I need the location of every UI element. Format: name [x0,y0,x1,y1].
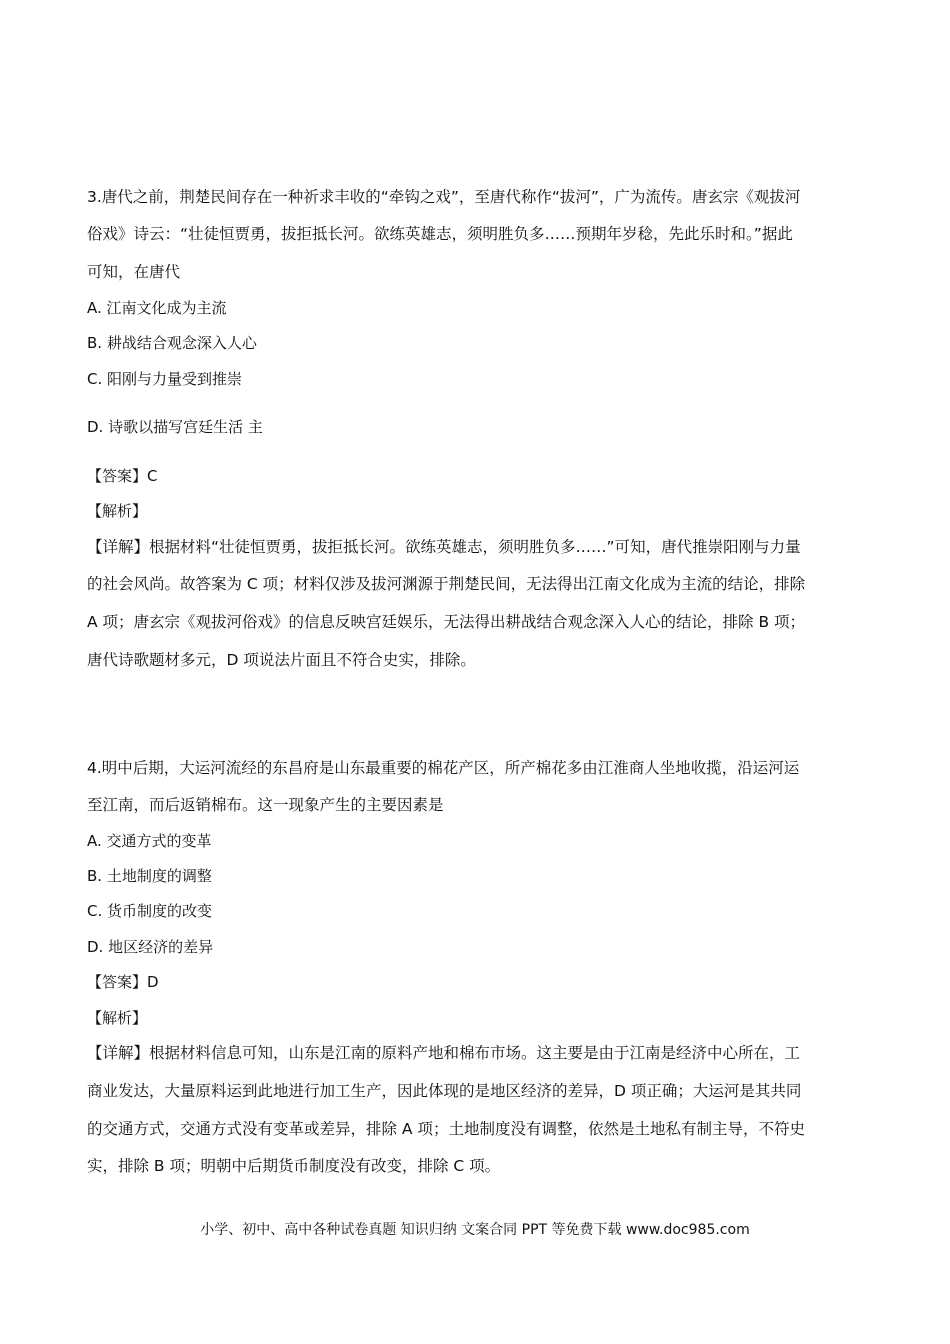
q4-option-a: A. 交通方式的变革 [87,832,212,850]
q4-option-d: D. 地区经济的差异 [87,938,214,956]
q3-detail-line-2: 的社会风尚。故答案为 C 项；材料仅涉及拔河渊源于荆楚民间，无法得出江南文化成为主流的结论，排除 [87,575,806,593]
q3-stem-line-1: 3.唐代之前，荆楚民间存在一种祈求丰收的“牵钩之戏”，至唐代称作“拔河”，广为流传。唐玄宗《观拔河 [87,188,801,206]
page-footer: 小学、初中、高中各种试卷真题 知识归纳 文案合同 PPT 等免费下载 www.doc985.com [200,1222,750,1238]
q4-detail-line-4: 实，排除 B 项；明朝中后期货币制度没有改变，排除 C 项。 [87,1157,501,1175]
q4-detail-line-2: 商业发达，大量原料运到此地进行加工生产，因此体现的是地区经济的差异，D 项正确；大运河是其共同 [87,1082,802,1100]
q4-option-c: C. 货币制度的改变 [87,902,213,920]
q3-option-d: D. 诗歌以描写宫廷生活 主 [87,418,263,436]
q4-detail-line-1: 【详解】根据材料信息可知，山东是江南的原料产地和棉布市场。这主要是由于江南是经济中心所在，工 [87,1044,801,1062]
q4-option-b: B. 土地制度的调整 [87,867,212,885]
q4-stem-line-1: 4.明中后期，大运河流经的东昌府是山东最重要的棉花产区，所产棉花多由江淮商人坐地收揽，沿运河运 [87,759,800,777]
q3-answer: 【答案】C [87,467,158,485]
q3-option-a: A. 江南文化成为主流 [87,299,227,317]
q3-detail-line-1: 【详解】根据材料“壮徒恒贾勇，拔拒抵长河。欲练英雄志，须明胜负多……”可知，唐代推崇阳刚与力量 [87,538,801,556]
q3-analysis-label: 【解析】 [87,502,148,520]
q4-analysis-label: 【解析】 [87,1009,148,1027]
q3-stem-line-3: 可知，在唐代 [87,263,181,281]
q4-stem-line-2: 至江南，而后返销棉布。这一现象产生的主要因素是 [87,796,444,814]
q3-detail-line-3: A 项；唐玄宗《观拔河俗戏》的信息反映宫廷娱乐，无法得出耕战结合观念深入人心的结论，排除 B 项； [87,613,806,631]
q4-answer: 【答案】D [87,973,159,991]
q3-detail-line-4: 唐代诗歌题材多元，D 项说法片面且不符合史实，排除。 [87,651,476,669]
q3-stem-line-2: 俗戏》诗云：“壮徒恒贾勇，拔拒抵长河。欲练英雄志，须明胜负多……预期年岁稔，先此乐时和。”据此 [87,225,793,243]
q3-option-b: B. 耕战结合观念深入人心 [87,334,257,352]
q4-detail-line-3: 的交通方式，交通方式没有变革或差异，排除 A 项；土地制度没有调整，依然是土地私有制主导，不符史 [87,1120,805,1138]
q3-option-c: C. 阳刚与力量受到推崇 [87,370,243,388]
